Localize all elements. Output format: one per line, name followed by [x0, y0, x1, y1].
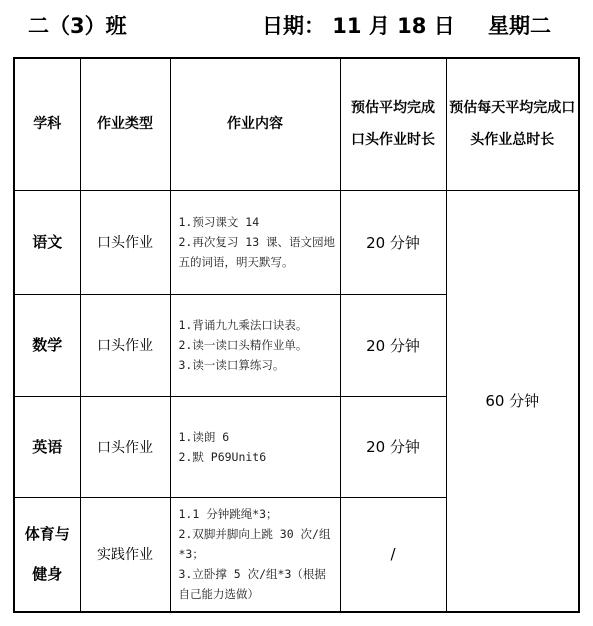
content-line: 1.1 分钟跳绳*3；	[178, 507, 278, 522]
column-header-duration: 预估平均完成口头作业时长	[340, 58, 446, 190]
content-cell	[170, 294, 340, 396]
subject-cell: 语文	[14, 190, 80, 294]
duration-cell: /	[340, 497, 446, 612]
duration-cell: 20 分钟	[340, 190, 446, 294]
content-line: 3.读一读口算练习。	[178, 358, 285, 372]
homework-table	[13, 57, 580, 613]
content-line: 1.背诵九九乘法口诀表。	[178, 318, 308, 332]
content-line: 2.再次复习 13 课、语文园地五的词语，明天默写。	[178, 235, 336, 269]
content-cell	[170, 190, 340, 294]
content-line: 2.双脚并脚向上跳 30 次/组*3；	[178, 527, 331, 562]
content-line: 1.预习课文 14	[178, 215, 260, 229]
content-line: 2.读一读口头精作业单。	[178, 338, 308, 352]
column-header-content: 作业内容	[170, 58, 340, 190]
table-row	[14, 190, 579, 294]
date: 日期： 11 月 18 日	[262, 14, 455, 38]
header	[0, 10, 593, 44]
column-header-total: 预估每天平均完成口头作业总时长	[446, 58, 579, 190]
type-cell: 实践作业	[80, 497, 170, 612]
column-header-subject: 学科	[14, 58, 80, 190]
content-line: 2.默 P69Unit6	[178, 449, 267, 464]
subject-cell: 英语	[14, 396, 80, 497]
subject-cell: 体育与健身	[14, 497, 80, 612]
column-header-type: 作业类型	[80, 58, 170, 190]
content-line: 3.立卧撑 5 次/组*3（根据自己能力选做）	[178, 567, 326, 602]
table-header-row	[14, 58, 579, 190]
weekday: 星期二	[488, 14, 551, 38]
type-cell: 口头作业	[80, 396, 170, 497]
type-cell: 口头作业	[80, 294, 170, 396]
content-cell	[170, 497, 340, 612]
content-cell	[170, 396, 340, 497]
duration-cell: 20 分钟	[340, 294, 446, 396]
content-line: 1.读朗 6	[178, 429, 230, 444]
duration-cell: 20 分钟	[340, 396, 446, 497]
subject-cell: 数学	[14, 294, 80, 396]
type-cell: 口头作业	[80, 190, 170, 294]
total-duration-cell: 60 分钟	[446, 190, 579, 612]
class-name: 二（3）班	[28, 14, 127, 38]
